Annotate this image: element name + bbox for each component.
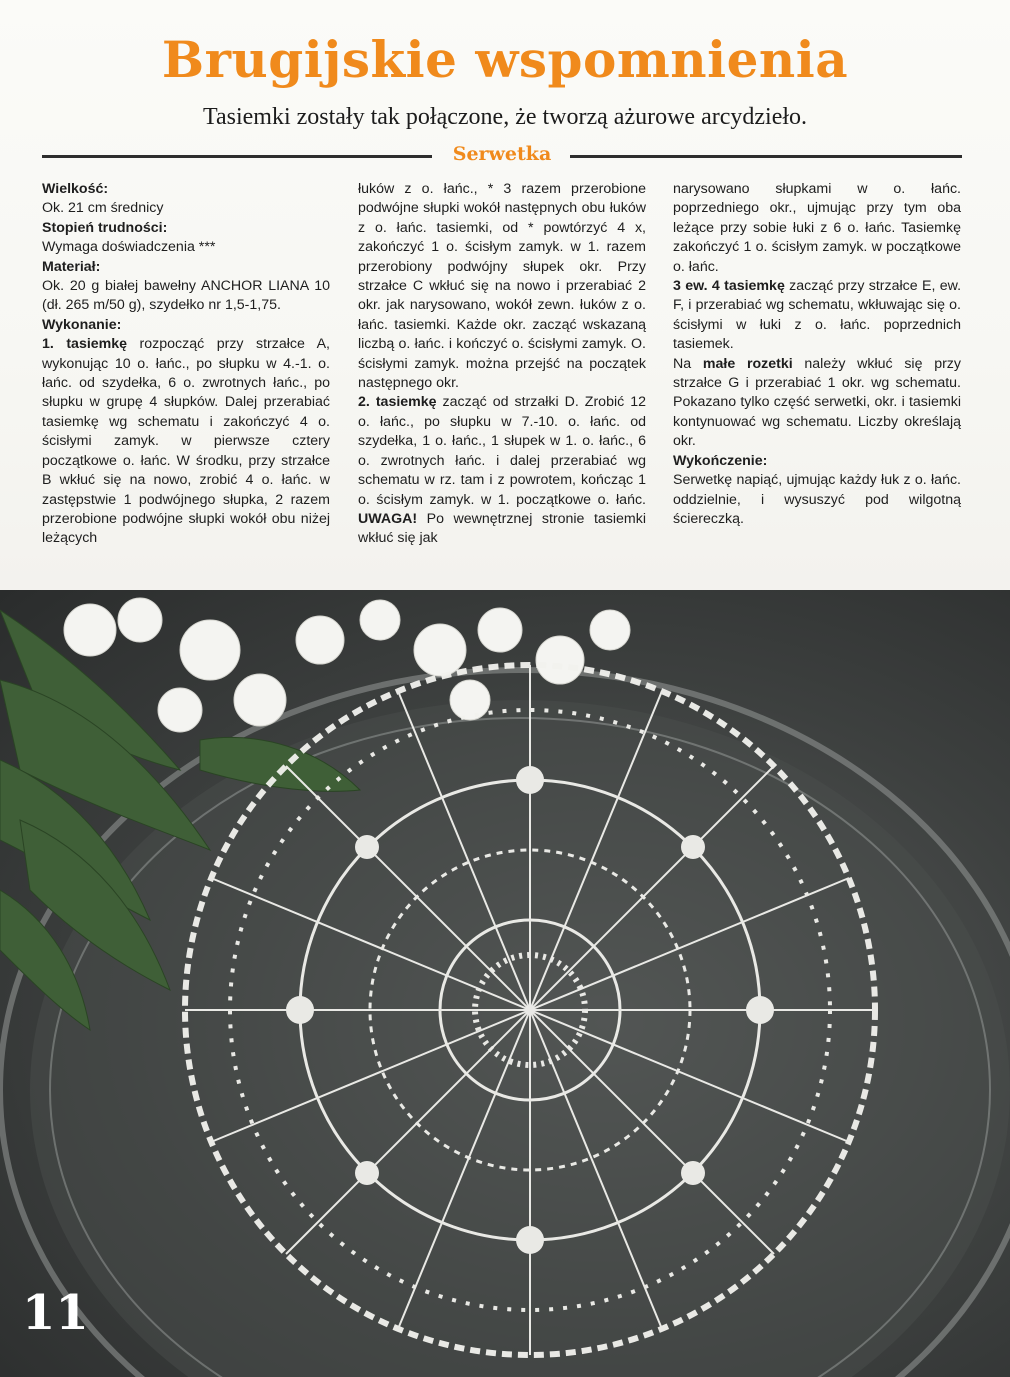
material-label: Materiał: (42, 258, 101, 275)
execution-label: Wykonanie: (42, 316, 122, 333)
step1-text: rozpocząć przy strzałce A, wykonując 10 o. łańc., po słupku w 4.-1. o. łańc. od szydełka, 6 o. zwrotnych łańc., po słupku w grupę 4 słupków. Dalej przerabiać tasiemkę wg schematu i zakończyć 4 o. ścisłymi zamyk. w pierwsze cztery początkowe o. łańc. W środku, przy strzałce B wkłuć się na nowo, zrobić 4 o. łańc. w zastępstwie 1 podwójnego słupka, 2 razem przerobione podwójne słupki wokół obu niżej leżących (42, 336, 330, 547)
column-3 (673, 180, 961, 529)
rosette-heading: małe rozetki (702, 355, 793, 372)
difficulty-value: Wymaga doświadczenia *** (42, 239, 216, 256)
step2-paragraph (358, 393, 646, 548)
photo-illustration (0, 590, 1010, 1377)
step2-text: zacząć od strzałki D. Zrobić 12 o. łańc., po słupku w 7.-10. o. łańc. od szydełka, 1 o. łańc., 1 słupek w 1. o. łańc., 6 o. zwrotnych łańc. i dalej przerabiać wg schematu w rz. tam i z powrotem, kończąc 1 o. ścisłym zamyk. w 1. początkowe o. łańc. (358, 394, 646, 508)
finishing-label: Wykończenie: (673, 452, 768, 469)
step3-heading: 3 ew. 4 tasiemkę (673, 278, 785, 295)
doily-photo (0, 590, 1010, 1377)
page-subtitle: Tasiemki zostały tak połączone, że tworzą ażurowe arcydzieło. (202, 104, 808, 130)
step2-heading: 2. tasiemkę (358, 394, 437, 411)
step1-heading: 1. tasiemkę (42, 336, 128, 353)
step3-paragraph (673, 277, 961, 355)
column-1 (42, 180, 330, 549)
column-2 (358, 180, 646, 549)
warning-text: Po wewnętrznej stronie tasiemki wkłuć się jak (358, 510, 646, 547)
page-title: Brugijskie wspomnienia (161, 30, 849, 89)
page-number: 11 (22, 1285, 89, 1341)
size-value: Ok. 21 cm średnicy (42, 200, 164, 217)
finishing-text: Serwetkę napiąć, ujmując każdy łuk z o. łańc. oddzielnie, i wysuszyć pod wilgotną ściereczką. (673, 472, 961, 527)
material-value: Ok. 20 g białej bawełny ANCHOR LIANA 10 (dł. 265 m/50 g), szydełko nr 1,5-1,75. (42, 278, 330, 314)
rosette-paragraph (673, 355, 961, 452)
text-area (0, 0, 1010, 590)
step3-text: zacząć przy strzałce E, ew. F, i przerabiać wg schematu, wkłuwając się o. ścisłymi w łuki z o. łańc. poprzednich tasiemek. (673, 278, 962, 353)
step1-paragraph (42, 335, 330, 548)
col2-paragraph-1: łuków z o. łańc., * 3 razem przerobione podwójne słupki wokół następnych obu łuków z o. łańc. tasiemki, od * powtórzyć 4 x, zakończyć 1 o. ścisłym zamyk. w 1. razem przerobiony podwójny słupek okr. Przy strzałce C wkłuć się na nowo i przerabiać 2 okr. jak narysowano, wokół zewn. łuków z o. łańc. tasiemki. Każde okr. zacząć wskazaną liczbą o. łańc. i kończyć o. ścisłymi zamyk. O. ścisłymi zamyk. można przejść na początek następnego okr. (358, 181, 646, 392)
col3-paragraph-1: narysowano słupkami w o. łańc. poprzedniego okr., ujmując przy tym oba leżące przy sobie łuki z 6 o. łańc. Tasiemkę zakończyć 1 o. ścisłym zamyk. w początkowe o. łańc. (673, 181, 961, 275)
rosette-pre: Na (673, 355, 703, 372)
difficulty-label: Stopień trudności: (42, 219, 168, 236)
warning-label: UWAGA! (358, 510, 418, 527)
section-heading: Serwetka (452, 143, 552, 165)
section-rule-left (42, 155, 432, 158)
doily-image (185, 665, 875, 1355)
section-rule-right (570, 155, 962, 158)
size-label: Wielkość: (42, 181, 109, 197)
rosette-text: należy wkłuć się przy strzałce G i przerabiać 1 okr. wg schematu. Pokazano tylko część serwetki, okr. i tasiemki kontynuować wg schematu. Liczby określają okr. (673, 355, 961, 450)
